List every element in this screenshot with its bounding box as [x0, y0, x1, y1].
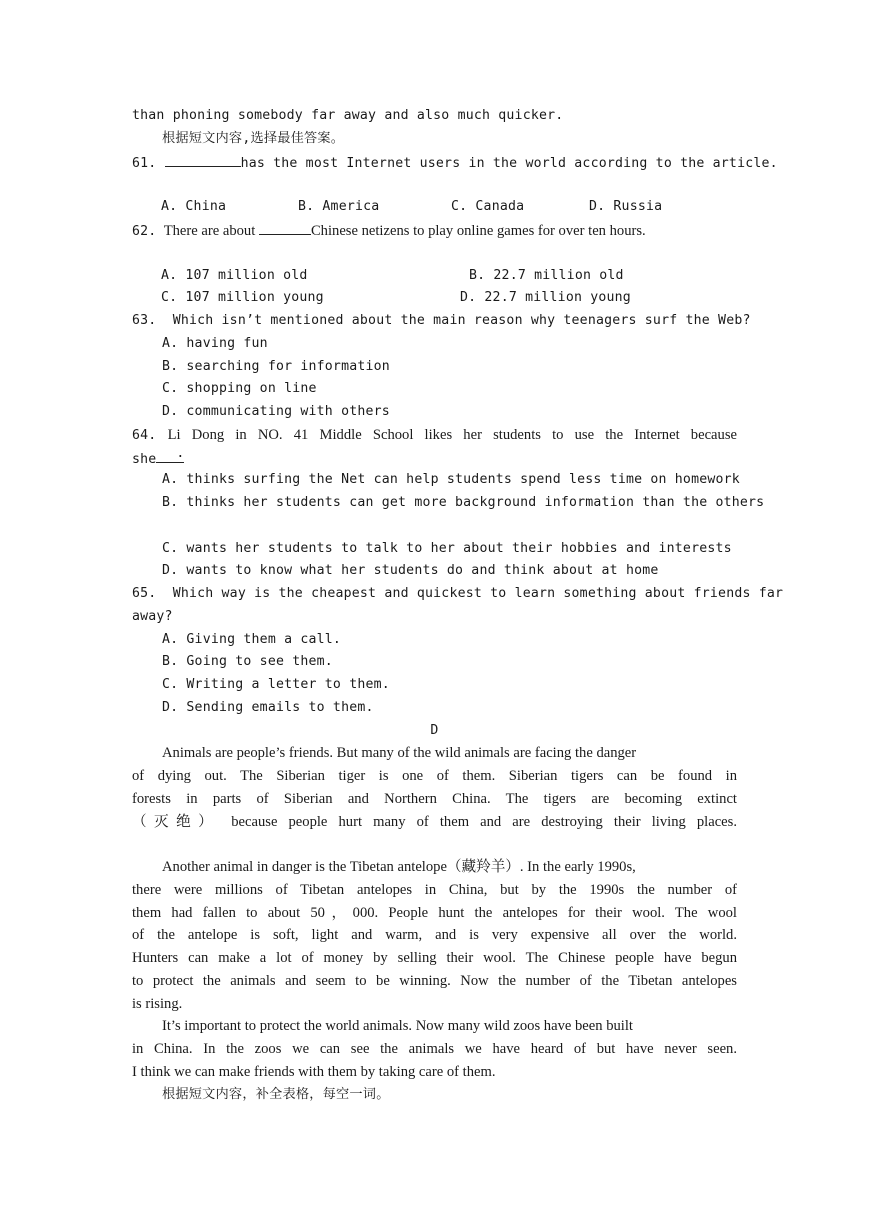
option-c: C. Canada	[451, 199, 525, 214]
question-text-after: Chinese netizens to play online games for over ten hours.	[310, 223, 646, 239]
question-text-before: There are about	[163, 223, 256, 239]
question-62-options-row1	[132, 266, 737, 286]
option-c: C. 107 million young	[161, 290, 324, 305]
question-64-option-a: A. thinks surfing the Net can help students spend less time on homework	[162, 472, 740, 487]
passage-c-tail: than phoning somebody far away and also much quicker.	[132, 108, 564, 123]
question-text: Li Dong in NO. 41 Middle School likes her students to use the Internet because	[167, 427, 737, 443]
question-63-option-a: A. having fun	[162, 336, 268, 351]
question-63-option-c: C. shopping on line	[162, 381, 317, 396]
question-62	[132, 220, 737, 242]
passage-d-para3-line2: in China. In the zoos we can see the animals we have heard of but have never seen.	[132, 1041, 737, 1057]
question-61-options	[132, 197, 737, 217]
question-64-continued	[132, 448, 737, 470]
option-b: B. 22.7 million old	[469, 268, 624, 283]
instruction-complete-table: 根据短文内容，补全表格，每空一词。	[162, 1087, 390, 1102]
instruction-choose-answer: 根据短文内容,选择最佳答案。	[162, 131, 345, 146]
question-text: Which isn’t mentioned about the main reason why teenagers surf the Web?	[172, 313, 751, 328]
passage-d-para1-line3: forests in parts of Siberian and Northern China. The tigers are becoming extinct	[132, 791, 737, 807]
question-65	[132, 584, 784, 604]
passage-d-para2-line3: them had fallen to about 50，000. People hunt the antelopes for their wool. The wool	[132, 905, 737, 921]
answer-blank	[156, 448, 184, 463]
question-text-cont: she	[132, 452, 157, 467]
question-65-option-a: A. Giving them a call.	[162, 632, 342, 647]
question-61	[132, 152, 778, 174]
passage-d-para2-line4: of the antelope is soft, light and warm, and is very expensive all over the world.	[132, 927, 737, 943]
question-64	[132, 425, 737, 446]
question-number: 64.	[132, 428, 157, 443]
passage-d-para3-line1: It’s important to protect the world animals. Now many wild zoos have been built	[162, 1018, 633, 1034]
question-number: 65.	[132, 586, 157, 601]
question-number: 62.	[132, 224, 157, 239]
question-number: 61.	[132, 156, 157, 171]
passage-d-para1-line2: of dying out. The Siberian tiger is one of them. Siberian tigers can be found in	[132, 768, 737, 784]
answer-blank	[165, 152, 241, 167]
option-d: D. Russia	[589, 199, 663, 214]
passage-d-para2-line5: Hunters can make a lot of money by selling their wool. The Chinese people have begun	[132, 950, 737, 966]
option-b: B. America	[298, 199, 380, 214]
passage-d-para2-line2: there were millions of Tibetan antelopes in China, but by the 1990s the number of	[132, 882, 737, 898]
section-heading: D	[430, 723, 439, 738]
question-63-option-d: D. communicating with others	[162, 404, 390, 419]
question-65-option-c: C. Writing a letter to them.	[162, 677, 390, 692]
passage-d-para2-line7: is rising.	[132, 996, 183, 1012]
passage-d-para2-line1: Another animal in danger is the Tibetan antelope（藏羚羊）. In the early 1990s,	[162, 859, 636, 875]
passage-d-para2-line6: to protect the animals and seem to be winning. Now the number of the Tibetan antelopes	[132, 973, 737, 989]
question-65-option-d: D. Sending emails to them.	[162, 700, 374, 715]
question-64-option-b: B. thinks her students can get more background information than the others	[162, 495, 765, 510]
question-63-option-b: B. searching for information	[162, 359, 390, 374]
question-65-continued: away?	[132, 609, 173, 624]
question-text: has the most Internet users in the world according to the article.	[240, 156, 778, 171]
question-63	[132, 311, 751, 331]
question-number: 63.	[132, 313, 157, 328]
passage-d-para1-line1: Animals are people’s friends. But many of the wild animals are facing the danger	[162, 745, 637, 761]
question-64-option-d: D. wants to know what her students do and think about at home	[162, 563, 659, 578]
question-64-option-c: C. wants her students to talk to her about their hobbies and interests	[162, 541, 732, 556]
question-65-option-b: B. Going to see them.	[162, 654, 333, 669]
question-62-options-row2	[132, 288, 737, 308]
passage-d-para3-line3: I think we can make friends with them by taking care of them.	[132, 1064, 496, 1080]
option-d: D. 22.7 million young	[460, 290, 631, 305]
question-text-end: .	[176, 446, 185, 461]
option-a: A. China	[161, 199, 227, 214]
question-text: Which way is the cheapest and quickest to learn something about friends far	[172, 586, 784, 601]
passage-d-para1-line4: （灭绝） because people hurt many of them and are destroying their living places.	[132, 814, 737, 830]
option-a: A. 107 million old	[161, 268, 308, 283]
answer-blank	[259, 220, 311, 235]
